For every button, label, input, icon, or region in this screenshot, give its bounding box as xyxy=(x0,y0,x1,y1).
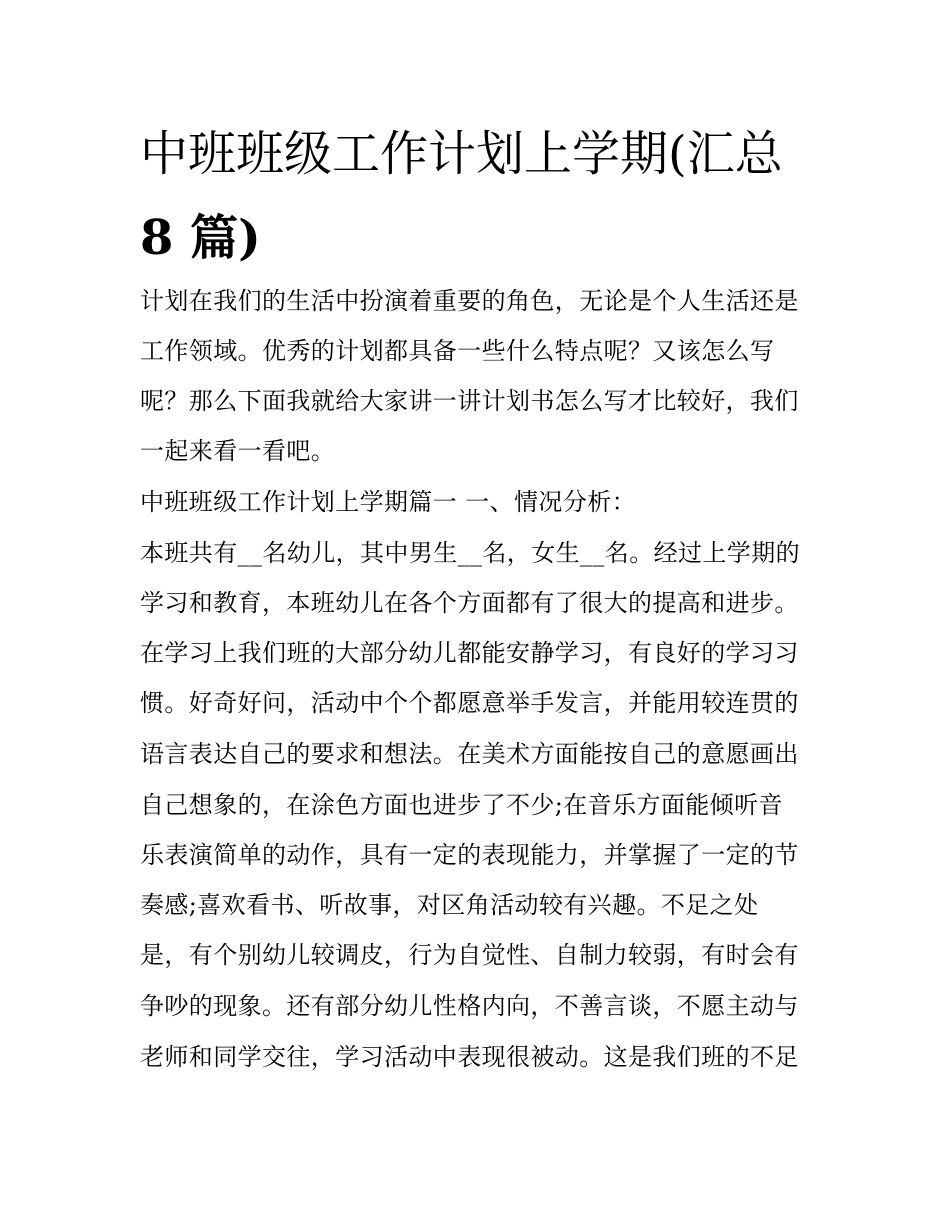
body-text-line: 在学习上我们班的大部分幼儿都能安静学习，有良好的学习习 xyxy=(140,639,799,667)
section-heading: 中班班级工作计划上学期篇一 一、情况分析： xyxy=(140,488,637,516)
body-text-line: 惯。好奇好问，活动中个个都愿意举手发言，并能用较连贯的 xyxy=(140,689,799,717)
body-text-line: 是，有个别幼儿较调皮，行为自觉性、自制力较弱，有时会有 xyxy=(140,941,799,969)
body-text-line: 争吵的现象。还有部分幼儿性格内向，不善言谈，不愿主动与 xyxy=(140,992,799,1020)
title-line-2: 8 篇) xyxy=(140,210,261,266)
body-text-line: 奏感;喜欢看书、听故事，对区角活动较有兴趣。不足之处 xyxy=(140,891,759,919)
body-text-line: 一起来看一看吧。 xyxy=(140,437,336,465)
body-text-line: 工作领域。优秀的计划都具备一些什么特点呢？又该怎么写 xyxy=(140,337,775,365)
body-text-line: 自己想象的，在涂色方面也进步了不少;在音乐方面能倾听音 xyxy=(140,791,783,819)
body-text-line: 老师和同学交往，学习活动中表现很被动。这是我们班的不足 xyxy=(140,1043,799,1071)
body-text-line: 本班共有__名幼儿，其中男生__名，女生__名。经过上学期的 xyxy=(140,539,800,567)
body-text-line: 学习和教育，本班幼儿在各个方面都有了很大的提高和进步。 xyxy=(140,589,799,617)
title-line-1: 中班班级工作计划上学期(汇总 xyxy=(140,126,783,182)
body-text-line: 呢？那么下面我就给大家讲一讲计划书怎么写才比较好，我们 xyxy=(140,387,799,415)
body-text-line: 语言表达自己的要求和想法。在美术方面能按自己的意愿画出 xyxy=(140,740,799,768)
body-text-line: 乐表演简单的动作，具有一定的表现能力，并掌握了一定的节 xyxy=(140,841,799,869)
body-text-line: 计划在我们的生活中扮演着重要的角色，无论是个人生活还是 xyxy=(140,287,799,315)
document-title xyxy=(140,112,830,280)
